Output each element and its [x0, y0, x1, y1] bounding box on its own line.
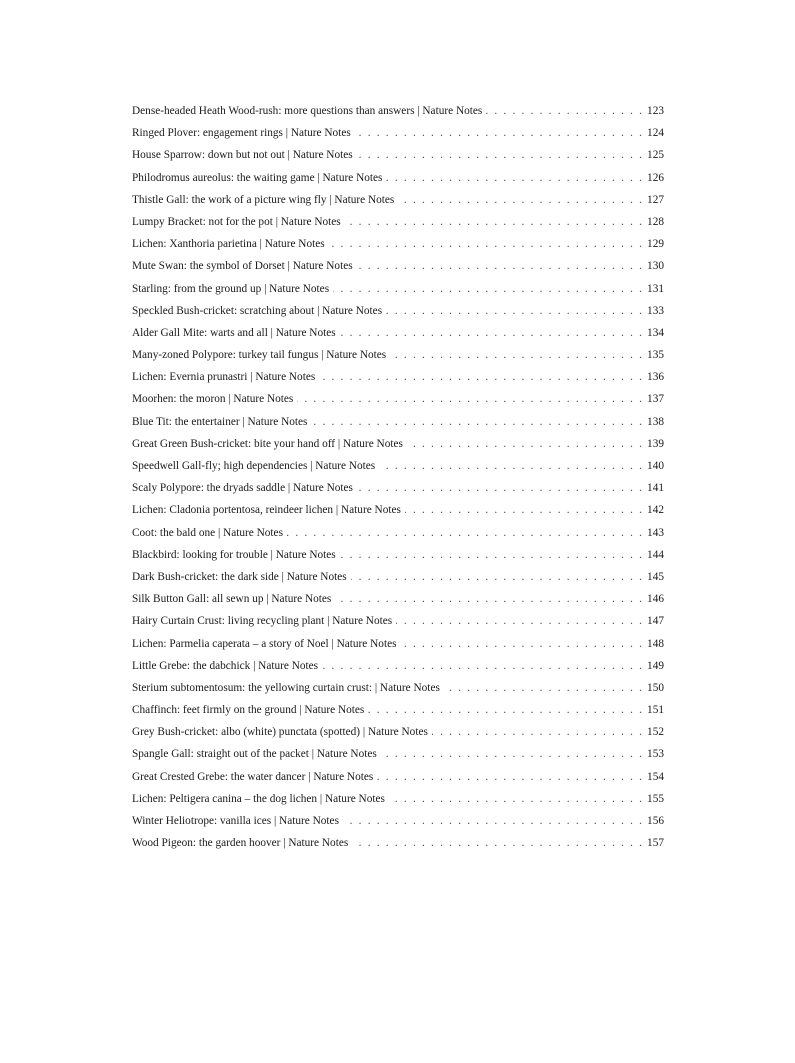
- toc-entry[interactable]: [132, 144, 664, 166]
- toc-dot-leader: [311, 411, 642, 433]
- toc-entry-title: Dense-headed Heath Wood-rush: more questions than answers | Nature Notes: [132, 105, 483, 117]
- toc-entry[interactable]: [132, 788, 664, 810]
- toc-entry-page-number: 156: [647, 815, 664, 827]
- toc-dot-leader: [368, 699, 642, 721]
- toc-entry[interactable]: [132, 743, 664, 765]
- toc-entry[interactable]: [132, 411, 664, 433]
- toc-entry[interactable]: [132, 455, 664, 477]
- toc-entry-page-number: 133: [647, 304, 664, 317]
- toc-entry-title: Lichen: Peltigera canina – the dog lichen | Nature Notes: [132, 792, 385, 805]
- toc-entry[interactable]: [132, 366, 664, 388]
- toc-entry[interactable]: [132, 655, 664, 677]
- toc-dot-leader: [381, 743, 642, 765]
- toc-entry-page-number: 124: [647, 127, 664, 140]
- toc-entry-page-number: 144: [647, 548, 664, 561]
- toc-entry-page-number: 154: [647, 770, 664, 783]
- toc-entry[interactable]: [132, 677, 664, 699]
- toc-entry[interactable]: [132, 588, 664, 610]
- toc-entry-page-number: 151: [647, 704, 664, 717]
- toc-entry[interactable]: [132, 300, 664, 322]
- toc-entry[interactable]: [132, 278, 664, 300]
- toc-entry-page-number: 135: [647, 349, 664, 362]
- toc-entry-page-number: 127: [647, 193, 664, 206]
- toc-entry-title: Many-zoned Polypore: turkey tail fungus | Nature Notes: [132, 349, 387, 362]
- toc-dot-leader: [351, 566, 642, 588]
- toc-entry-page-number: 129: [647, 238, 664, 251]
- toc-entry-title: Blue Tit: the entertainer | Nature Notes: [132, 415, 308, 428]
- toc-entry-title: Sterium subtomentosum: the yellowing curtain crust: | Nature Notes: [132, 681, 440, 694]
- toc-dot-leader: [357, 477, 642, 499]
- toc-entry-page-number: 130: [647, 260, 664, 273]
- toc-entry-page-number: 149: [647, 659, 664, 672]
- toc-entry-title: Spangle Gall: straight out of the packet | Nature Notes: [132, 748, 377, 761]
- toc-entry[interactable]: [132, 167, 664, 189]
- toc-entry-title: Scaly Polypore: the dryads saddle | Nature Notes: [132, 482, 353, 495]
- toc-entry[interactable]: [132, 699, 664, 721]
- toc-dot-leader: [379, 455, 642, 477]
- toc-dot-leader: [405, 499, 642, 521]
- toc-entry-page-number: 141: [647, 482, 664, 495]
- toc-entry[interactable]: [132, 433, 664, 455]
- toc-entry[interactable]: [132, 610, 664, 632]
- toc-entry-title: Philodromus aureolus: the waiting game | Nature Notes: [132, 171, 383, 184]
- toc-entry-page-number: 134: [647, 326, 664, 339]
- toc-entry-title: Blackbird: looking for trouble | Nature Notes: [132, 548, 336, 561]
- toc-entry[interactable]: [132, 233, 664, 255]
- toc-dot-leader: [401, 633, 643, 655]
- toc-dot-leader: [355, 122, 642, 144]
- toc-entry[interactable]: [132, 388, 664, 410]
- toc-entry-title: Great Green Bush-cricket: bite your hand off | Nature Notes: [132, 437, 403, 450]
- toc-dot-leader: [319, 366, 642, 388]
- toc-dot-leader: [345, 211, 642, 233]
- toc-entry-page-number: 157: [647, 837, 664, 850]
- toc-entry[interactable]: [132, 766, 664, 788]
- toc-entry-title: Lichen: Cladonia portentosa, reindeer lichen | Nature Notes: [132, 504, 401, 517]
- toc-entry-title: Thistle Gall: the work of a picture wing fly | Nature Notes: [132, 193, 395, 206]
- toc-entry[interactable]: [132, 211, 664, 233]
- toc-dot-leader: [390, 344, 642, 366]
- toc-entry-page-number: 136: [647, 371, 664, 384]
- toc-dot-leader: [329, 233, 642, 255]
- toc-dot-leader: [352, 832, 642, 854]
- toc-dot-leader: [357, 255, 642, 277]
- toc-dot-leader: [335, 588, 642, 610]
- toc-entry[interactable]: [132, 189, 664, 211]
- toc-entry-title: Wood Pigeon: the garden hoover | Nature Notes: [132, 837, 349, 850]
- toc-entry-page-number: 142: [647, 504, 664, 517]
- toc-entry-page-number: 143: [647, 526, 664, 539]
- toc-entry-title: Moorhen: the moron | Nature Notes: [132, 393, 294, 406]
- toc-entry-title: Little Grebe: the dabchick | Nature Notes: [132, 659, 319, 672]
- toc-entry-page-number: 137: [647, 393, 664, 406]
- toc-entry[interactable]: [132, 544, 664, 566]
- toc-entry-page-number: 140: [647, 460, 664, 472]
- toc-dot-leader: [340, 544, 642, 566]
- toc-dot-leader: [340, 322, 642, 344]
- toc-entry-title: Ringed Plover: engagement rings | Nature Notes: [132, 127, 351, 140]
- toc-dot-leader: [396, 610, 642, 632]
- toc-entry-title: Lichen: Evernia prunastri | Nature Notes: [132, 371, 316, 384]
- toc-entry-title: Lichen: Parmelia caperata – a story of Noel | Nature Notes: [132, 637, 397, 650]
- toc-entry-page-number: 147: [647, 615, 664, 628]
- toc-entry-title: Speckled Bush-cricket: scratching about | Nature Notes: [132, 304, 383, 317]
- toc-entry-title: Alder Gall Mite: warts and all | Nature Notes: [132, 326, 336, 339]
- toc-dot-leader: [389, 788, 642, 810]
- toc-entry[interactable]: [132, 522, 664, 544]
- toc-dot-leader: [357, 144, 642, 166]
- toc-dot-leader: [322, 655, 642, 677]
- toc-dot-leader: [386, 167, 642, 189]
- toc-entry-title: Starling: from the ground up | Nature Notes: [132, 282, 330, 295]
- toc-dot-leader: [377, 766, 642, 788]
- toc-entry[interactable]: [132, 100, 664, 122]
- toc-entry-page-number: 131: [647, 282, 664, 295]
- toc-entry-title: Chaffinch: feet firmly on the ground | Nature Notes: [132, 704, 365, 717]
- toc-dot-leader: [444, 677, 642, 699]
- toc-dot-leader: [486, 100, 642, 122]
- toc-entry-page-number: 152: [647, 726, 664, 739]
- toc-entry-page-number: 146: [647, 593, 664, 606]
- toc-entry[interactable]: [132, 633, 664, 655]
- toc-entry[interactable]: [132, 477, 664, 499]
- toc-entry-title: Dark Bush-cricket: the dark side | Nature Notes: [132, 570, 347, 583]
- toc-entry-title: Lichen: Xanthoria parietina | Nature Notes: [132, 238, 325, 251]
- toc-entry[interactable]: [132, 832, 664, 854]
- toc-dot-leader: [287, 522, 642, 544]
- toc-dot-leader: [398, 189, 642, 211]
- toc-entry-title: Coot: the bald one | Nature Notes: [132, 526, 283, 539]
- toc-entry[interactable]: [132, 721, 664, 743]
- toc-entry-title: Lumpy Bracket: not for the pot | Nature Notes: [132, 215, 341, 228]
- toc-entry-page-number: 138: [647, 415, 664, 428]
- toc-entry-title: Great Crested Grebe: the water dancer | Nature Notes: [132, 770, 374, 783]
- toc-dot-leader: [333, 278, 642, 300]
- toc-entry-page-number: 150: [647, 681, 664, 694]
- toc-entry[interactable]: [132, 810, 664, 832]
- toc-entry-title: Silk Button Gall: all sewn up | Nature Notes: [132, 593, 332, 606]
- toc-entry[interactable]: [132, 344, 664, 366]
- toc-entry-title: Hairy Curtain Crust: living recycling plant | Nature Notes: [132, 615, 393, 628]
- toc-entry-page-number: 155: [647, 792, 664, 805]
- toc-entry-title: House Sparrow: down but not out | Nature Notes: [132, 149, 353, 162]
- toc-entry-page-number: 123: [647, 105, 664, 117]
- toc-entry-page-number: 148: [647, 637, 664, 650]
- toc-entry-page-number: 153: [647, 748, 664, 761]
- toc-dot-leader: [432, 721, 642, 743]
- toc-dot-leader: [343, 810, 642, 832]
- toc-entry-page-number: 128: [647, 215, 664, 228]
- toc-dot-leader: [297, 388, 642, 410]
- toc-entry-title: Mute Swan: the symbol of Dorset | Nature Notes: [132, 260, 353, 273]
- toc-entry[interactable]: [132, 255, 664, 277]
- toc-entry-title: Grey Bush-cricket: albo (white) punctata (spotted) | Nature Notes: [132, 726, 428, 739]
- toc-entry-page-number: 139: [647, 437, 664, 450]
- toc-dot-leader: [386, 300, 642, 322]
- table-of-contents: [132, 100, 664, 854]
- toc-entry-page-number: 125: [647, 149, 664, 162]
- toc-dot-leader: [407, 433, 642, 455]
- toc-entry-page-number: 126: [647, 171, 664, 184]
- toc-entry[interactable]: [132, 322, 664, 344]
- toc-entry[interactable]: [132, 122, 664, 144]
- toc-entry-page-number: 145: [647, 570, 664, 583]
- toc-entry-title: Winter Heliotrope: vanilla ices | Nature Notes: [132, 815, 339, 827]
- toc-entry[interactable]: [132, 566, 664, 588]
- toc-entry[interactable]: [132, 499, 664, 521]
- toc-entry-title: Speedwell Gall-fly; high dependencies | Nature Notes: [132, 460, 376, 472]
